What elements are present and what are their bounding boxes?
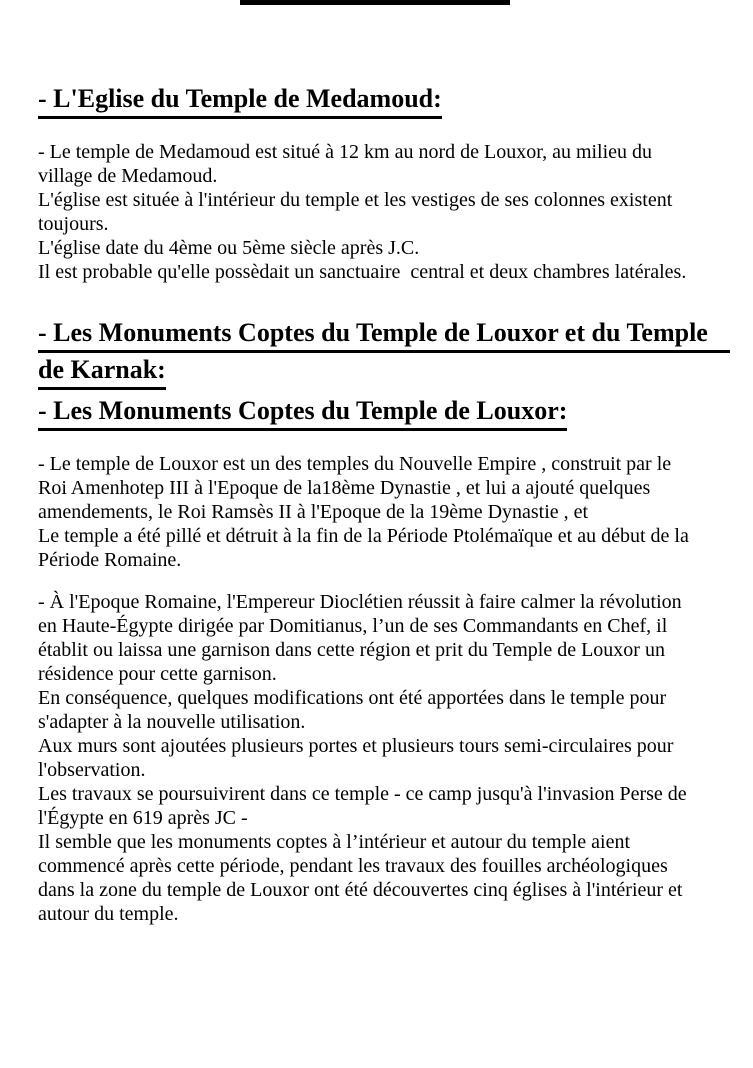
text-line: - À l'Epoque Romaine, l'Empereur Dioclétien réussit à faire calmer la révolution <box>38 591 682 613</box>
text-line: l'observation. <box>38 759 146 781</box>
cropped-heading-underline <box>240 0 510 5</box>
heading-text: de Karnak: <box>38 355 166 390</box>
text-line: l'Égypte en 619 après JC - <box>38 807 248 829</box>
text-line: commencé après cette période, pendant les travaux des fouilles archéologiques <box>38 855 668 877</box>
text-line: L'église est située à l'intérieur du temple et les vestiges de ses colonnes existent <box>38 189 673 211</box>
text-line: Période Romaine. <box>38 549 182 571</box>
text-line: Le temple a été pillé et détruit à la fin de la Période Ptolémaïque et au début de la <box>38 525 689 547</box>
paragraph-louxor-history <box>38 452 738 572</box>
text-line: Il semble que les monuments coptes à l’intérieur et autour du temple aient <box>38 831 631 853</box>
heading-text: - L'Eglise du Temple de Medamoud: <box>38 84 442 119</box>
heading-monuments-coptes-louxor <box>38 396 738 433</box>
heading-eglise-temple-medamoud <box>38 84 738 121</box>
text-line: En conséquence, quelques modifications ont été apportées dans le temple pour <box>38 687 667 709</box>
text-line: autour du temple. <box>38 903 179 925</box>
text-line: Les travaux se poursuivirent dans ce temple - ce camp jusqu'à l'invasion Perse de <box>38 783 687 805</box>
heading-monuments-coptes-louxor-karnak <box>38 318 738 392</box>
text-line: Roi Amenhotep III à l'Epoque de la18ème Dynastie , et lui a ajouté quelques <box>38 477 651 499</box>
text-line: résidence pour cette garnison. <box>38 663 277 685</box>
text-line: Aux murs sont ajoutées plusieurs portes et plusieurs tours semi-circulaires pour <box>38 735 674 757</box>
text-line: établit ou laissa une garnison dans cette région et prit du Temple de Louxor un <box>38 639 665 661</box>
text-line: amendements, le Roi Ramsès II à l'Epoque de la 19ème Dynastie , et <box>38 501 589 523</box>
paragraph-roman-period <box>38 590 738 926</box>
text-line: toujours. <box>38 213 109 235</box>
text-line: - Le temple de Medamoud est situé à 12 km au nord de Louxor, au milieu du <box>38 141 653 163</box>
text-line: en Haute-Égypte dirigée par Domitianus, l’un de ses Commandants en Chef, il <box>38 615 668 637</box>
text-line: s'adapter à la nouvelle utilisation. <box>38 711 306 733</box>
text-line: L'église date du 4ème ou 5ème siècle après J.C. <box>38 237 420 259</box>
text-line: - Le temple de Louxor est un des temples du Nouvelle Empire , construit par le <box>38 453 672 475</box>
text-line: dans la zone du temple de Louxor ont été découvertes cinq églises à l'intérieur et <box>38 879 683 901</box>
paragraph-medamoud <box>38 140 738 284</box>
text-line: Il est probable qu'elle possèdait un sanctuaire central et deux chambres latérales. <box>38 261 687 283</box>
text-line: village de Medamoud. <box>38 165 218 187</box>
heading-text: - Les Monuments Coptes du Temple de Louxor et du Temple <box>38 318 730 353</box>
heading-text: - Les Monuments Coptes du Temple de Louxor: <box>38 396 567 431</box>
